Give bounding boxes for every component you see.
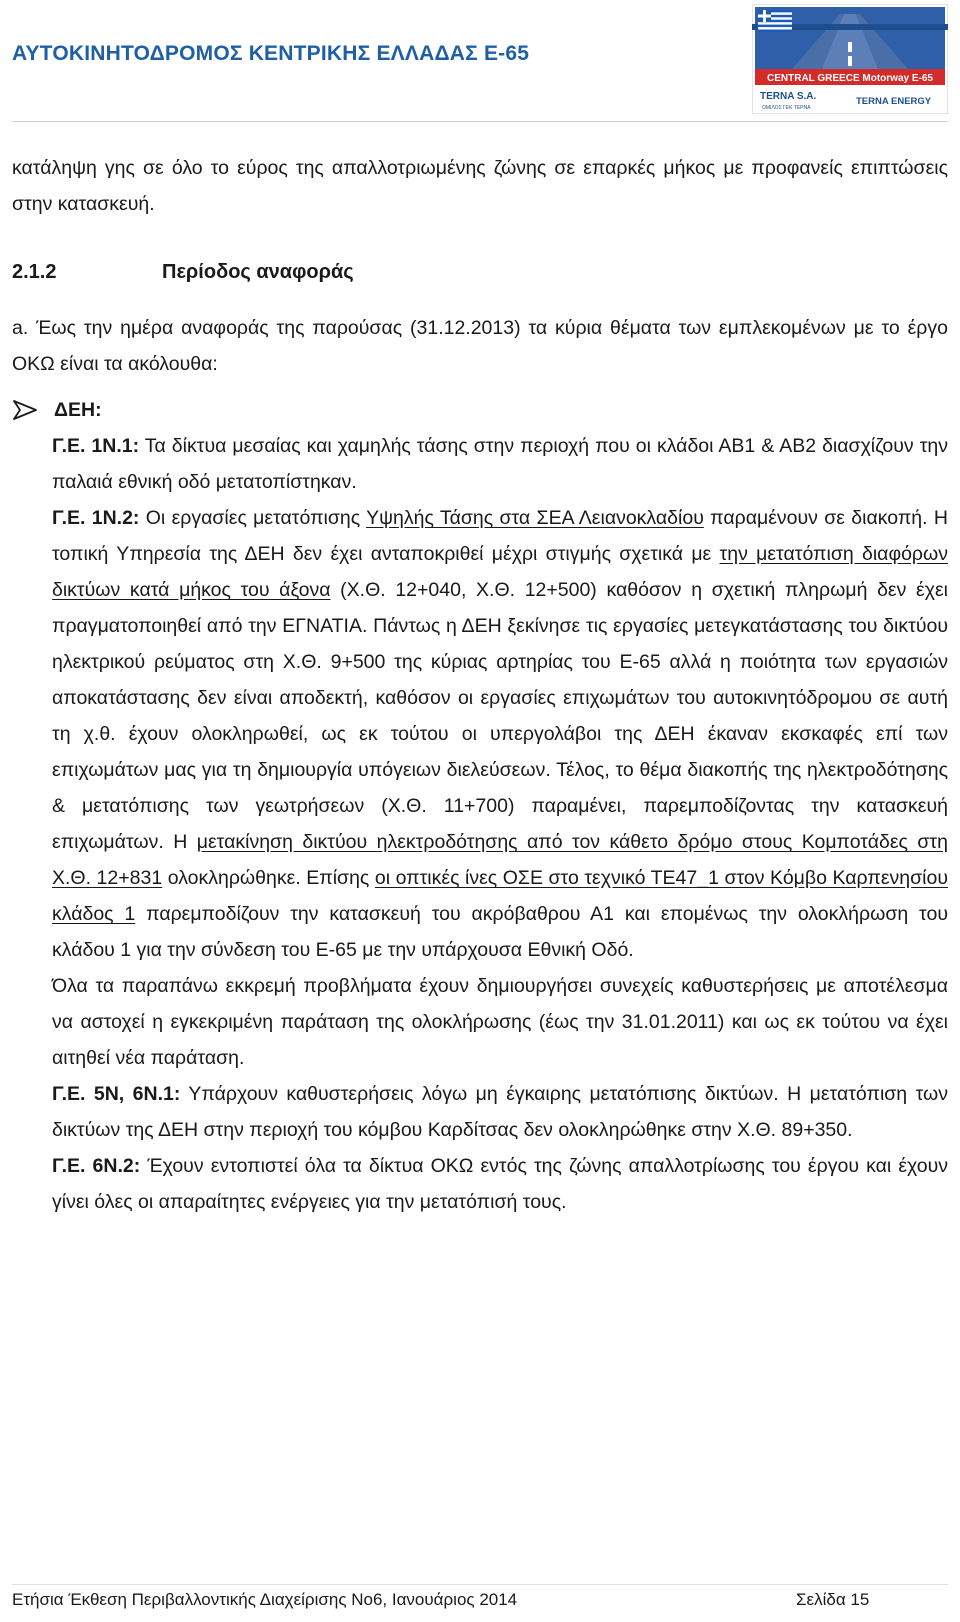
ge-1n2-label: Γ.Ε. 1Ν.2: [52,507,140,529]
bullet-label: ΔΕΗ: [54,399,102,421]
paragraph-a: a. Έως την ημέρα αναφοράς της παρούσας (31.12.2013) τα κύρια θέματα των εμπλεκομένων με το έργο ΟΚΩ είναι τα ακόλουθα: [12,317,948,375]
footer-report-title: Ετήσια Έκθεση Περιβαλλοντικής Διαχείρισης Νο6, Ιανουάριος 2014 [12,1590,518,1609]
summary-paragraph: Όλα τα παραπάνω εκκρεμή προβλήματα έχουν δημιουργήσει συνεχείς καθυστερήσεις με αποτέλεσμα να αστοχεί η εγκεκριμένη παράταση της ολοκλήρωσης (έως την 31.01.2011) και ως εκ τούτου να έχει αιτηθεί νέα παράταση. [52,975,948,1069]
terna-logo-text: TERNA S.A. [760,91,817,102]
ge-5n-6n1-paragraph: Γ.Ε. 5Ν, 6Ν.1: Υπάρχουν καθυστερήσεις λόγω μη έγκαιρης μετατόπισης δικτύων. Η μετατόπιση των δικτύων της ΔΕΗ στην περιοχή του κόμβου Καρδίτσας δεν ολοκληρώθηκε στην Χ.Θ. 89+350. [52,1083,948,1141]
section-heading [12,254,948,290]
intro-paragraph: κατάληψη γης σε όλο το εύρος της απαλλοτριωμένης ζώνης σε επαρκές μήκος με προφανείς επιπτώσεις στην κατασκευή. [12,157,948,215]
ge-1n1-label: Γ.Ε. 1Ν.1: [52,435,140,457]
document-body [12,150,948,1220]
footer-page-number: Σελίδα 15 [796,1590,870,1609]
bullet-deh [12,392,948,428]
header-divider [12,121,948,122]
footer-divider [12,1584,948,1585]
motorway-logo [752,4,948,114]
arrow-bullet-icon [12,399,40,421]
ge-6n2-label: Γ.Ε. 6Ν.2: [52,1155,141,1177]
logo-caption: CENTRAL GREECE Motorway E-65 [767,73,933,84]
section-number: 2.1.2 [12,261,57,283]
section-title: Περίοδος αναφοράς [162,261,354,283]
terna-energy-logo-text: TERNA ENERGY [856,96,932,107]
ge-1n1-paragraph: Γ.Ε. 1Ν.1: Τα δίκτυα μεσαίας και χαμηλής τάσης στην περιοχή που οι κλάδοι ΑΒ1 & ΑΒ2 διασχίζουν την παλαιά εθνική οδό μετατοπίστηκαν. [52,435,948,493]
ge-6n2-paragraph: Γ.Ε. 6Ν.2: Έχουν εντοπιστεί όλα τα δίκτυα ΟΚΩ εντός της ζώνης απαλλοτρίωσης του έργου και έχουν γίνει όλες οι απαραίτητες ενέργειες για την μετατόπισή τους. [52,1155,948,1213]
ge-1n2-paragraph: Γ.Ε. 1Ν.2: Οι εργασίες μετατόπισης Υψηλής Τάσης στα ΣΕΑ Λειανοκλαδίου παραμένουν σε διακοπή. Η τοπική Υπηρεσία της ΔΕΗ δεν έχει ανταποκριθεί μέχρι στιγμής σχετικά με την μετατόπιση διαφόρων δικτύων κατά μήκος του άξονα (Χ.Θ. 12+040, Χ.Θ. 12+500) καθόσον η σχετική πληρωμή δεν έχει πραγματοποιηθεί από την ΕΓΝΑΤΙΑ. Πάντως η ΔΕΗ ξεκίνησε τις εργασίες μετεγκατάστασης του δικτύου ηλεκτρικού ρεύματος στη Χ.Θ. 9+500 της κύριας αρτηρίας του Ε-65 αλλά η ποιότητα των εργασιών αποκατάστασης δεν είναι αποδεκτή, καθόσον οι εργασίες επιχωμάτων του αυτοκινητόδρομου σε αυτή τη χ.θ. έχουν ολοκληρωθεί, ως εκ τούτου οι υπεργολάβοι της ΔΕΗ έκαναν εκσκαφές επί των επιχωμάτων μας για τη δημιουργία υπόγειων διελεύσεων. Τέλος, το θέμα διακοπής της ηλεκτροδότησης & μετατόπισης των γεωτρήσεων (Χ.Θ. 11+700) παραμένει, παρεμποδίζοντας την κατασκευή επιχωμάτων. Η μετακίνηση δικτύου ηλεκτροδότησης από τον κάθετο δρόμο στους Κομποτάδες στη Χ.Θ. 12+831 ολοκληρώθηκε. Επίσης οι οπτικές ίνες ΟΣΕ στο τεχνικό ΤΕ47_1 στον Κόμβο Καρπενησίου κλάδος 1 παρεμποδίζουν την κατασκευή του ακρόβαθρου Α1 και επομένως την ολοκλήρωση του κλάδου 1 για την σύνδεση του Ε-65 με την υπάρχουσα Εθνική Οδό. [52,507,949,961]
greek-flag-icon [758,10,792,32]
page-header-title: ΑΥΤΟΚΙΝΗΤΟΔΡΟΜΟΣ ΚΕΝΤΡΙΚΗΣ ΕΛΛΑΔΑΣ Ε-65 [12,42,530,65]
terna-logo-subtext: ΟΜΙΛΟΣ ΓΕΚ ΤΕΡΝΑ [762,105,811,111]
ge-5n-label: Γ.Ε. 5Ν, 6Ν.1: [52,1083,181,1105]
